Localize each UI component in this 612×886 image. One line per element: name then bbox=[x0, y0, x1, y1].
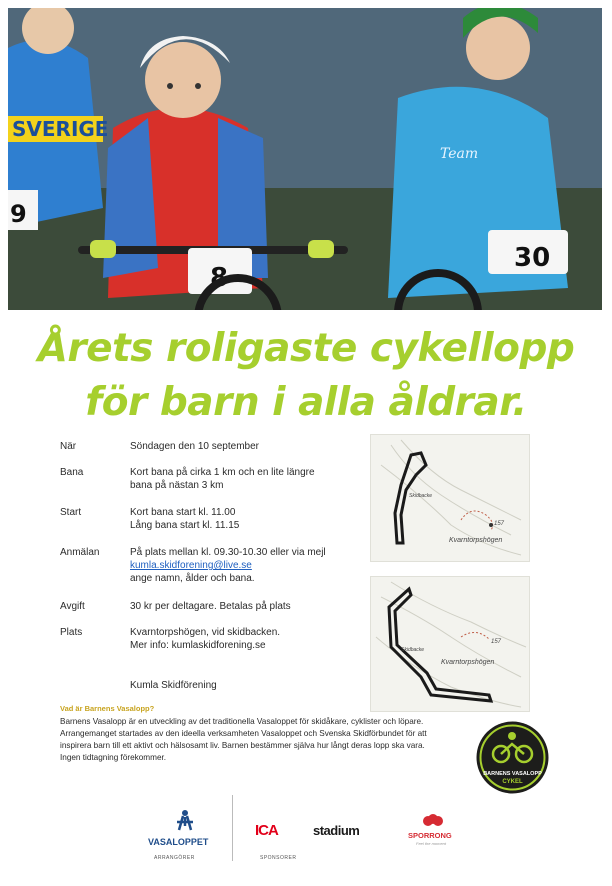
map-slope-label: Skidbacke bbox=[401, 647, 425, 653]
map-place-label: Kvarntorpshögen bbox=[441, 659, 495, 666]
about-description bbox=[60, 716, 480, 764]
map-height-label: 157 bbox=[494, 521, 505, 527]
info-label: Anmälan bbox=[60, 547, 100, 558]
ica-logo: ICA bbox=[255, 822, 278, 839]
info-value-line: Lång bana start kl. 11.15 bbox=[130, 520, 240, 531]
vasaloppet-wordmark: VASALOPPET bbox=[148, 837, 209, 847]
course-map-short bbox=[370, 434, 530, 562]
vasaloppet-logo bbox=[165, 808, 205, 838]
info-label: Plats bbox=[60, 627, 83, 638]
email-link[interactable]: kumla.skidforening@live.se bbox=[130, 560, 252, 571]
sporrong-wordmark: SPORRONG bbox=[408, 831, 452, 840]
arrangorer-caption: ARRANGÖRER bbox=[154, 855, 195, 861]
info-value: 30 kr per deltagare. Betalas på plats bbox=[130, 601, 291, 612]
about-question: Vad är Barnens Vasalopp? bbox=[60, 704, 155, 713]
sponsorer-caption: SPONSORER bbox=[260, 855, 297, 861]
badge-text-bottom: CYKEL bbox=[502, 779, 523, 785]
sporrong-tagline: Feel the moment bbox=[416, 841, 447, 846]
bib-number-right: 30 bbox=[514, 243, 551, 273]
hero-photo bbox=[8, 8, 602, 310]
info-value bbox=[130, 506, 370, 532]
info-value bbox=[130, 466, 370, 492]
info-value-line: På plats mellan kl. 09.30-10.30 eller via mejl bbox=[130, 547, 326, 558]
map-place-label: Kvarntorpshögen bbox=[449, 537, 503, 544]
map-height-label: 157 bbox=[491, 639, 502, 645]
jersey-text: SVERIGE bbox=[12, 117, 109, 141]
bib-number-left: 9 bbox=[10, 200, 27, 228]
map-slope-label: Skidbacke bbox=[409, 493, 433, 499]
info-value bbox=[130, 546, 370, 585]
about-line: Ingen tidtagning förekommer. bbox=[60, 753, 167, 762]
barnens-vasalopp-cykel-badge bbox=[475, 720, 550, 795]
info-label: När bbox=[60, 441, 77, 452]
info-label: Avgift bbox=[60, 601, 85, 612]
course-map-long bbox=[370, 576, 530, 712]
info-value: Söndagen den 10 september bbox=[130, 441, 259, 452]
about-line: Barnens Vasalopp är en utveckling av det traditionella Vasaloppet för skidåkare, cyklister och löpare. bbox=[60, 717, 424, 726]
info-value-line: bana på nästan 3 km bbox=[130, 480, 224, 491]
vasaloppet-figure-icon bbox=[165, 808, 205, 838]
footer-divider bbox=[232, 795, 233, 861]
map-long-route bbox=[371, 577, 529, 711]
stadium-logo: stadium bbox=[313, 823, 360, 838]
info-value-line: ange namn, ålder och bana. bbox=[130, 573, 255, 584]
info-value bbox=[130, 626, 370, 652]
kids-cycling-illustration bbox=[8, 8, 602, 310]
info-label: Bana bbox=[60, 467, 84, 478]
about-line: inspirera barn till ett aktivt och hälsosamt liv. Barnen bestämmer själva hur långt deras lopp ska vara. bbox=[60, 741, 425, 750]
info-value-line: Kort bana på cirka 1 km och en lite längre bbox=[130, 467, 315, 478]
info-value-line: Kvarntorpshögen, vid skidbacken. bbox=[130, 627, 281, 638]
team-text: Team bbox=[440, 146, 479, 162]
info-value-line: Mer info: kumlaskidforening.se bbox=[130, 640, 266, 651]
sporrong-crown-icon bbox=[422, 813, 444, 829]
organizer-name: Kumla Skidförening bbox=[130, 680, 217, 691]
bib-number-center: 8 bbox=[210, 263, 229, 293]
about-line: Arrangemanget startades av den ideella verksamheten Vasaloppet och Svenska Skidförbundet för att bbox=[60, 729, 427, 738]
info-label: Start bbox=[60, 507, 82, 518]
badge-text-top: BARNENS VASALOPP bbox=[483, 771, 542, 777]
headline-line-2: för barn i alla åldrar. bbox=[85, 380, 527, 425]
info-value-line: Kort bana start kl. 11.00 bbox=[130, 507, 236, 518]
headline-line-1: Årets roligaste cykellopp bbox=[37, 326, 575, 371]
sporrong-emblem bbox=[422, 813, 444, 829]
